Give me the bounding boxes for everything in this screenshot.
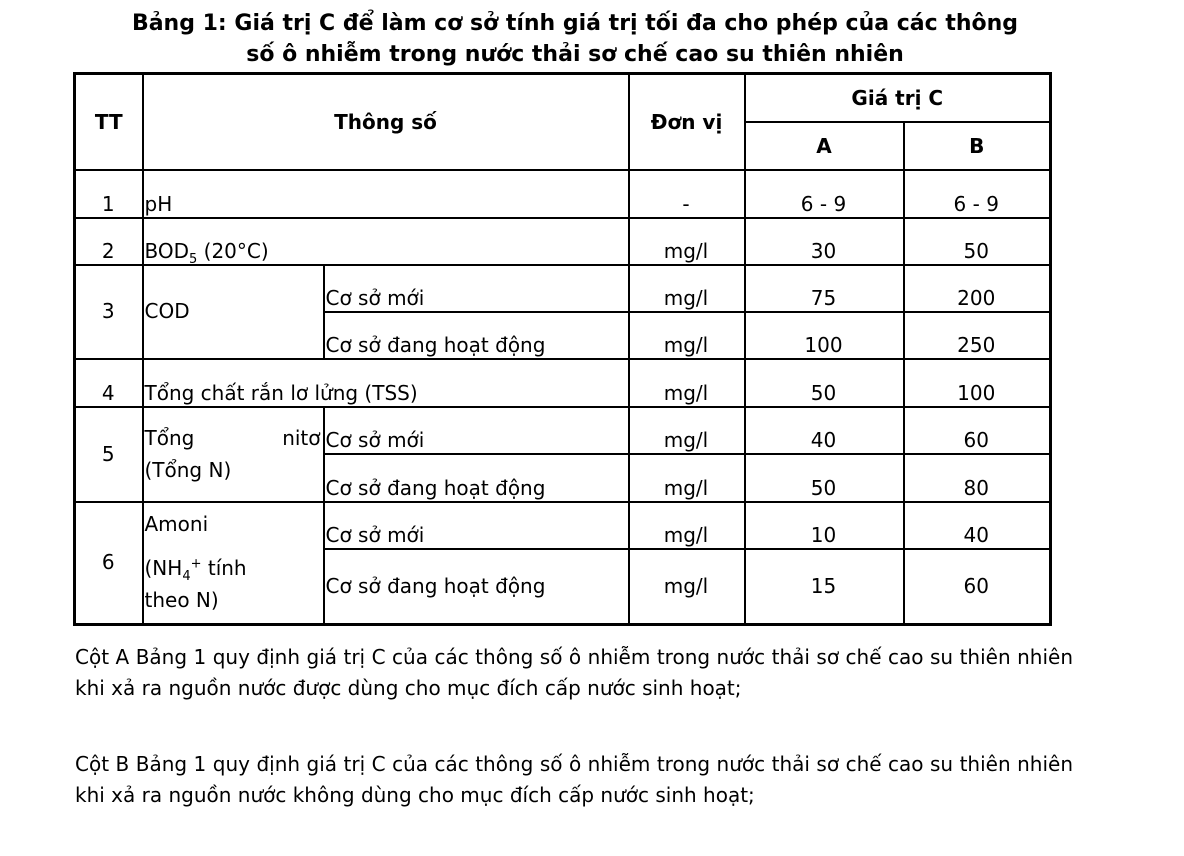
title-line-1: Bảng 1: Giá trị C để làm cơ sở tính giá trị tối đa cho phép của các thông [131, 11, 1019, 36]
sub-param-cell: Cơ sở đang hoạt động [324, 549, 629, 625]
value-b: 60 [904, 407, 1051, 454]
param-line [145, 552, 321, 584]
unit-cell: mg/l [629, 454, 745, 502]
param-line: (Tổng N) [144, 457, 232, 482]
param-subscript: 5 [189, 251, 198, 267]
param-text: tính [201, 556, 247, 581]
header-tt: TT [75, 74, 143, 170]
value-b: 100 [904, 359, 1051, 407]
value-b: 60 [904, 549, 1051, 625]
table-row [75, 265, 1051, 312]
unit-cell: mg/l [629, 549, 745, 625]
param-text: (NH [144, 556, 183, 581]
value-a: 6 - 9 [745, 170, 904, 218]
unit-cell: - [629, 170, 745, 218]
sub-param-cell: Cơ sở mới [324, 407, 629, 454]
sub-param-cell: Cơ sở mới [324, 265, 629, 312]
unit-cell: mg/l [629, 265, 745, 312]
row-number: 1 [75, 170, 143, 218]
title-line-2: số ô nhiễm trong nước thải sơ chế cao su thiên nhiên [246, 42, 904, 67]
param-cell: COD [143, 265, 324, 359]
value-b: 80 [904, 454, 1051, 502]
value-b: 50 [904, 218, 1051, 265]
row-number: 2 [75, 218, 143, 265]
sub-param-cell: Cơ sở đang hoạt động [324, 454, 629, 502]
table-row [75, 218, 1051, 265]
param-line: Amoni [144, 512, 209, 537]
value-b: 250 [904, 312, 1051, 359]
value-a: 10 [745, 502, 904, 549]
table-title [0, 8, 1150, 71]
param-word: Tổng [144, 425, 195, 450]
header-param: Thông số [143, 74, 629, 170]
row-number: 3 [75, 265, 143, 359]
value-a: 30 [745, 218, 904, 265]
header-unit: Đơn vị [629, 74, 745, 170]
param-cell: Tổng chất rắn lơ lửng (TSS) [143, 359, 629, 407]
value-a: 100 [745, 312, 904, 359]
sub-param-cell: Cơ sở đang hoạt động [324, 312, 629, 359]
value-b: 40 [904, 502, 1051, 549]
param-cell [143, 407, 324, 502]
note-column-b: Cột B Bảng 1 quy định giá trị C của các thông số ô nhiễm trong nước thải sơ chế cao su thiên nhiên khi xả ra nguồn nước không dùng cho mục đích cấp nước sinh hoạt; [75, 752, 1073, 807]
value-b: 6 - 9 [904, 170, 1051, 218]
header-col-b: B [904, 122, 1051, 170]
header-c-value: Giá trị C [745, 74, 1051, 122]
param-line: theo N) [144, 588, 219, 613]
value-b: 200 [904, 265, 1051, 312]
table-row [75, 502, 1051, 549]
pollutant-table [73, 72, 1052, 626]
value-a: 50 [745, 454, 904, 502]
unit-cell: mg/l [629, 218, 745, 265]
param-subscript: 4 [182, 569, 191, 585]
row-number: 6 [75, 502, 143, 625]
sub-param-cell: Cơ sở mới [324, 502, 629, 549]
header-col-a: A [745, 122, 904, 170]
param-word: nitơ [282, 425, 321, 450]
param-suffix: (20°C) [197, 238, 269, 263]
table-row [75, 407, 1051, 454]
table-row [75, 170, 1051, 218]
param-cell: pH [143, 170, 629, 218]
value-a: 75 [745, 265, 904, 312]
param-cell [143, 218, 629, 265]
row-number: 4 [75, 359, 143, 407]
param-text: BOD [144, 238, 190, 263]
unit-cell: mg/l [629, 407, 745, 454]
param-superscript: + [190, 556, 202, 572]
unit-cell: mg/l [629, 312, 745, 359]
row-number: 5 [75, 407, 143, 502]
table-row [75, 359, 1051, 407]
value-a: 15 [745, 549, 904, 625]
unit-cell: mg/l [629, 502, 745, 549]
value-a: 40 [745, 407, 904, 454]
param-cell [143, 502, 324, 625]
value-a: 50 [745, 359, 904, 407]
note-column-a: Cột A Bảng 1 quy định giá trị C của các thông số ô nhiễm trong nước thải sơ chế cao su thiên nhiên khi xả ra nguồn nước được dùng cho mục đích cấp nước sinh hoạt; [75, 645, 1073, 700]
unit-cell: mg/l [629, 359, 745, 407]
